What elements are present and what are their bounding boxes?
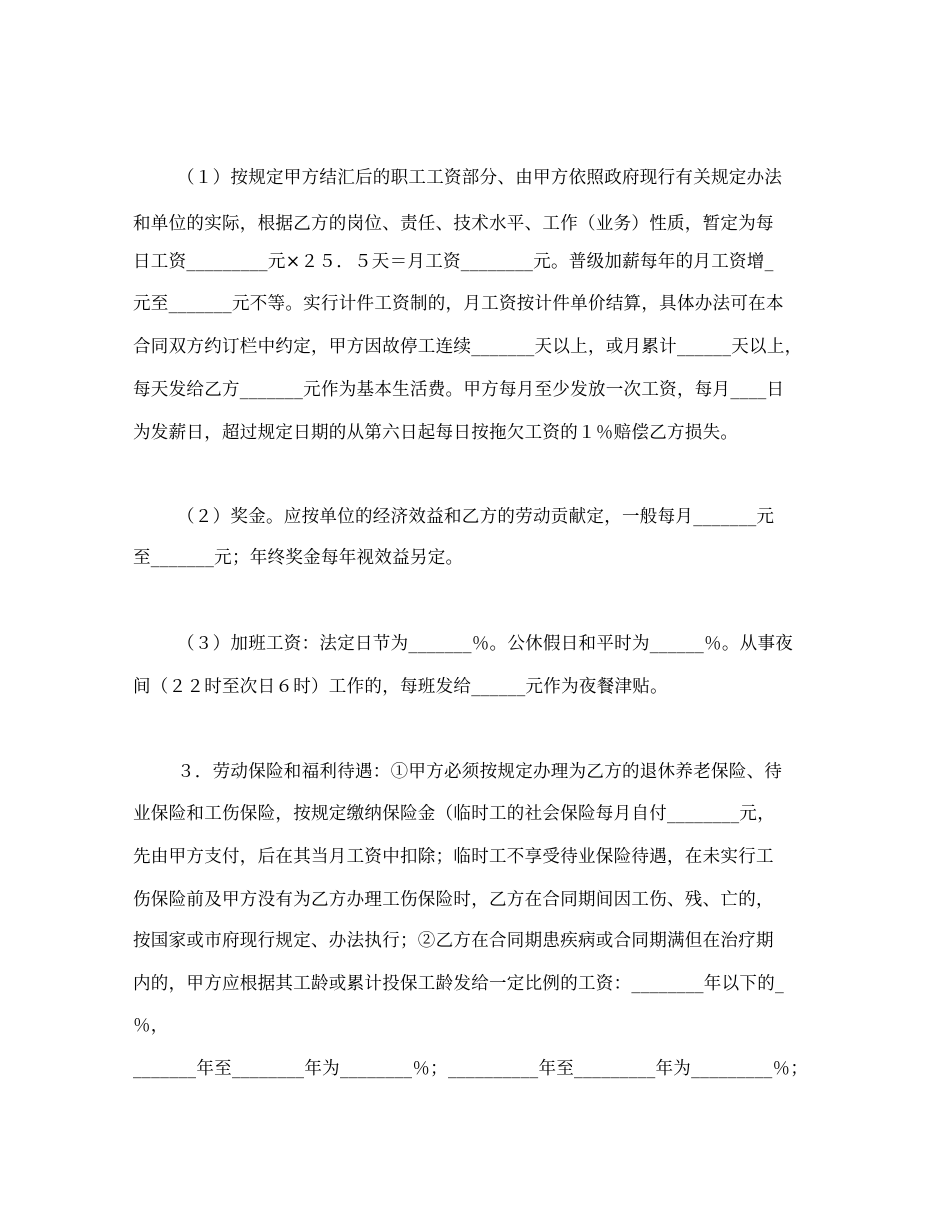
paragraph-4-line-7: ％， — [133, 1016, 169, 1036]
paragraph-1-line-2: 和单位的实际，根据乙方的岗位、责任、技术水平、工作（业务）性质，暂定为每 — [133, 214, 774, 234]
paragraph-4-line-3: 先由甲方支付，后在其当月工资中扣除；临时工不享受待业保险待遇，在未实行工 — [133, 847, 774, 867]
paragraph-3-line-2: 间（２２时至次日６时）工作的，每班发给______元作为夜餐津贴。 — [133, 677, 668, 697]
paragraph-3-line-1: （３）加班工资：法定日节为_______％。公休假日和平时为______％。从事夜 — [177, 634, 794, 654]
paragraph-1-line-3: 日工资_________元×２５．５天＝月工资________元。普级加薪每年的月工资增_ — [133, 252, 774, 272]
paragraph-1-line-1: （１）按规定甲方结汇后的职工工资部分、由甲方依照政府现行有关规定办法 — [177, 168, 783, 188]
paragraph-4-line-5: 按国家或市府现行规定、办法执行；②乙方在合同期患疾病或合同期满但在治疗期 — [133, 931, 774, 951]
paragraph-1-line-7: 为发薪日，超过规定日期的从第六日起每日按拖欠工资的１％赔偿乙方损失。 — [133, 423, 739, 443]
paragraph-4-line-6: 内的，甲方应根据其工龄或累计投保工龄发给一定比例的工资：________年以下的_ — [133, 974, 785, 994]
paragraph-1-line-6: 每天发给乙方_______元作为基本生活费。甲方每月至少发放一次工资，每月____日 — [133, 380, 785, 400]
paragraph-4-line-8: _______年至________年为________％；__________年至_________年为_________％； — [133, 1059, 809, 1079]
paragraph-1-line-4: 元至_______元不等。实行计件工资制的，月工资按计件单价结算，具体办法可在本 — [133, 294, 784, 314]
paragraph-2-line-1: （２）奖金。应按单位的经济效益和乙方的劳动贡献定，一般每月_______元 — [177, 507, 775, 527]
paragraph-4-line-1: ３．劳动保险和福利待遇：①甲方必须按规定办理为乙方的退休养老保险、待 — [177, 762, 783, 782]
paragraph-2-line-2: 至_______元；年终奖金每年视效益另定。 — [133, 548, 464, 568]
paragraph-1-line-5: 合同双方约订栏中约定，甲方因故停工连续_______天以上，或月累计______天以上， — [133, 337, 803, 357]
paragraph-4-line-4: 伤保险前及甲方没有为乙方办理工伤保险时，乙方在合同期间因工伤、残、亡的， — [133, 890, 774, 910]
paragraph-4-line-2: 业保险和工伤保险，按规定缴纳保险金（临时工的社会保险每月自付________元， — [133, 804, 775, 824]
